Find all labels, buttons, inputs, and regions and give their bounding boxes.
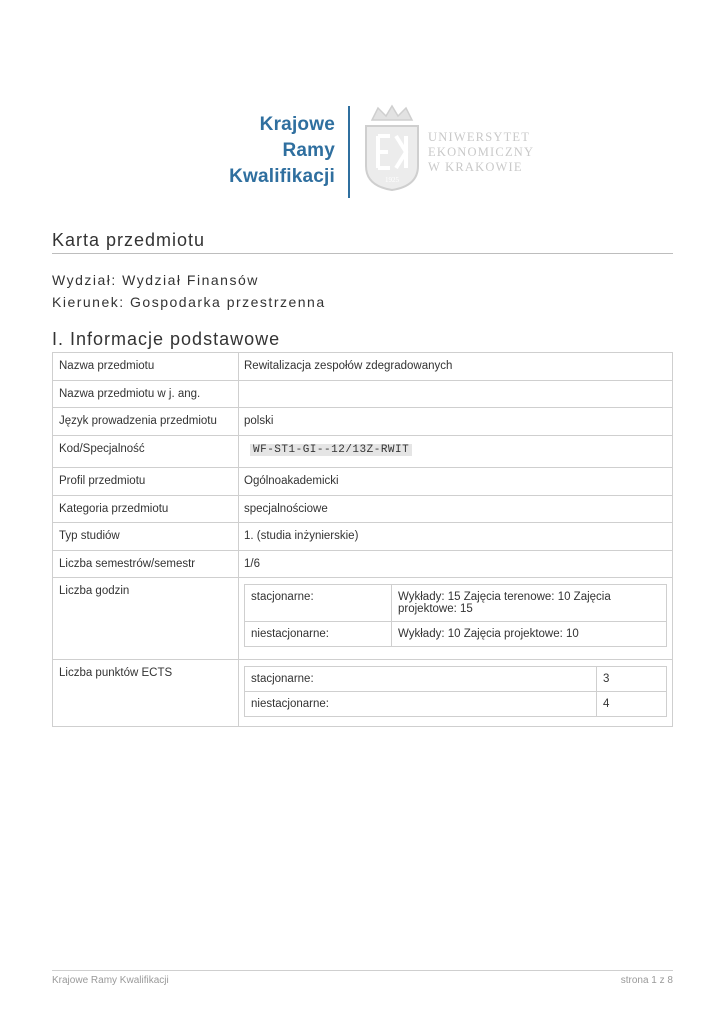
- hours-value: Wykłady: 10 Zajęcia projektowe: 10: [392, 622, 667, 647]
- ects-value: 4: [597, 692, 667, 717]
- table-row-hours: [53, 577, 672, 659]
- table-row: [53, 353, 672, 380]
- ects-row: [245, 667, 667, 692]
- table-row-ects: [53, 659, 672, 726]
- hours-value: Wykłady: 15 Zajęcia terenowe: 10 Zajęcia projektowe: 15: [392, 585, 667, 622]
- row-value: Ogólnoakademicki: [244, 475, 339, 487]
- ects-mode: stacjonarne:: [245, 667, 597, 692]
- table-row: [53, 550, 672, 577]
- row-label: Kategoria przedmiotu: [53, 496, 239, 522]
- row-value: 1/6: [244, 558, 260, 570]
- field-line: Kierunek: Gospodarka przestrzenna: [52, 294, 326, 310]
- page-number: strona 1 z 8: [620, 975, 673, 986]
- hours-mode: stacjonarne:: [245, 585, 392, 622]
- faculty-line: Wydział: Wydział Finansów: [52, 272, 259, 288]
- row-label: Nazwa przedmiotu: [53, 353, 239, 380]
- footer-title: Krajowe Ramy Kwalifikacji: [52, 975, 169, 986]
- row-value: 1. (studia inżynierskie): [244, 530, 359, 542]
- uek-line-3: W KRAKOWIE: [428, 160, 523, 174]
- krk-line-1: Krajowe: [259, 114, 335, 135]
- row-value: [239, 381, 672, 407]
- row-label: Kod/Specjalność: [53, 436, 239, 467]
- logo-divider: [348, 106, 350, 198]
- page-title: Karta przedmiotu: [52, 230, 206, 250]
- row-label: Liczba semestrów/semestr: [53, 551, 239, 577]
- hours-mode: niestacjonarne:: [245, 622, 392, 647]
- row-value: specjalnościowe: [244, 503, 328, 515]
- hours-row: [245, 585, 667, 622]
- hours-cell: [239, 578, 672, 659]
- ects-table: [244, 666, 667, 717]
- ects-value: 3: [597, 667, 667, 692]
- hours-table: [244, 584, 667, 647]
- row-label: Nazwa przedmiotu w j. ang.: [53, 381, 239, 407]
- hours-row: [245, 622, 667, 647]
- row-value: [239, 436, 672, 467]
- table-row: [53, 407, 672, 435]
- table-row: [53, 435, 672, 467]
- ects-row: [245, 692, 667, 717]
- row-label: Profil przedmiotu: [53, 468, 239, 495]
- basic-info-table: [52, 352, 673, 727]
- row-label: Liczba godzin: [53, 578, 239, 659]
- uek-line-1: UNIWERSYTET: [428, 130, 531, 144]
- uek-logo-text: [428, 130, 534, 175]
- ects-mode: niestacjonarne:: [245, 692, 597, 717]
- table-row: [53, 467, 672, 495]
- row-value: Rewitalizacja zespołów zdegradowanych: [244, 360, 453, 372]
- row-label: Liczba punktów ECTS: [53, 660, 239, 726]
- footer-divider: [52, 970, 673, 971]
- course-code: WF-ST1-GI--12/13Z-RWIT: [250, 444, 412, 456]
- krk-logo-text: [229, 112, 335, 190]
- section-title: I. Informacje podstawowe: [52, 329, 281, 349]
- row-label: Typ studiów: [53, 523, 239, 550]
- krk-line-3: Kwalifikacji: [229, 166, 335, 187]
- title-divider: [52, 253, 673, 254]
- row-label: Język prowadzenia przedmiotu: [53, 408, 239, 435]
- uek-emblem-icon: [360, 102, 424, 192]
- row-value: polski: [244, 415, 274, 427]
- uek-line-2: EKONOMICZNY: [428, 145, 535, 159]
- table-row: [53, 495, 672, 522]
- emblem-year: 1925: [385, 176, 399, 184]
- table-row: [53, 522, 672, 550]
- krk-line-2: Ramy: [282, 140, 335, 161]
- ects-cell: [239, 660, 672, 726]
- table-row: [53, 380, 672, 407]
